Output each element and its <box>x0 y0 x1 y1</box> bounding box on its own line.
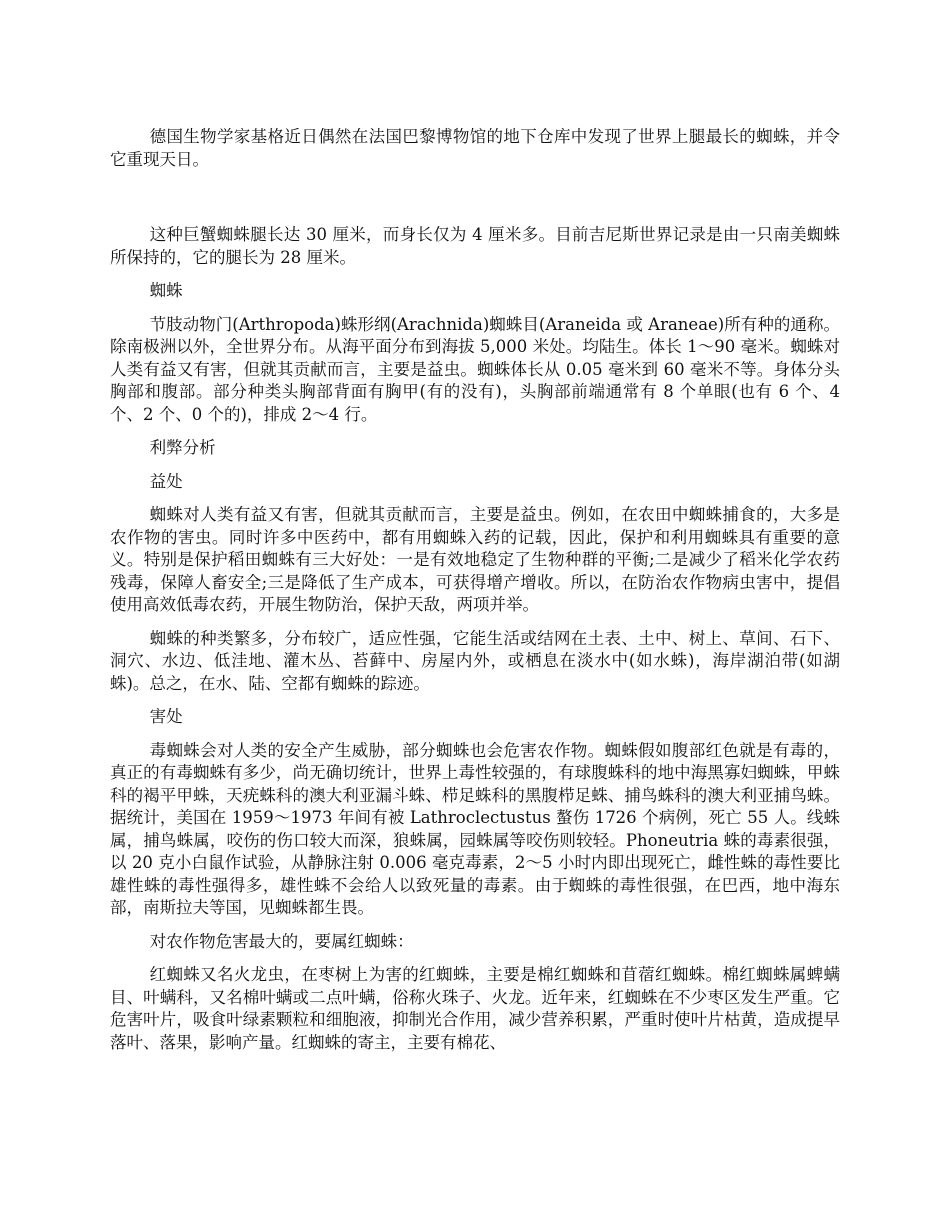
document-body <box>110 126 840 1054</box>
section-heading-pros-cons: 利弊分析 <box>149 438 216 457</box>
section-heading-harms: 害处 <box>149 707 183 726</box>
harms-paragraph: 毒蜘蛛会对人类的安全产生威胁，部分蜘蛛也会危害农作物。蜘蛛假如腹部红色就是有毒的，真正的有毒蜘蛛有多少，尚无确切统计，世界上毒性较强的，有球腹蛛科的地中海黑寡妇蜘蛛，甲蛛科的褐平甲蛛，天疣蛛科的澳大利亚漏斗蛛、栉足蛛科的黑腹栉足蛛、捕鸟蛛科的澳大利亚捕鸟蛛。据统计，美国在 1959～1973 年间有被 Lathroclectustus 螯伤 1726 个病例，死亡 55 人。线蛛属，捕鸟蛛属，咬伤的伤口较大而深，狼蛛属，园蛛属等咬伤则较轻。Phoneutria 蛛的毒素很强，以 20 克小白鼠作试验，从静脉注射 0.006 毫克毒素，2～5 小时内即出现死亡，雌性蛛的毒性要比雄性蛛的毒性强得多，雄性蛛不会给人以致死量的毒素。由于蜘蛛的毒性很强，在巴西，地中海东部，南斯拉夫等国，见蜘蛛都生畏。 <box>110 740 840 917</box>
red-spider-paragraph: 红蜘蛛又名火龙虫，在枣树上为害的红蜘蛛，主要是棉红蜘蛛和苜蓿红蜘蛛。棉红蜘蛛属蜱螨目、叶螨科，又名棉叶螨或二点叶螨，俗称火珠子、火龙。近年来，红蜘蛛在不少枣区发生严重。它危害叶片，吸食叶绿素颗粒和细胞液，抑制光合作用，减少营养积累，严重时使叶片枯黄，造成提早落叶、落果，影响产量。红蜘蛛的寄主，主要有棉花、 <box>110 965 840 1052</box>
intro-paragraph: 德国生物学家基格近日偶然在法国巴黎博物馆的地下仓库中发现了世界上腿最长的蜘蛛，并令它重现天日。 <box>110 127 840 169</box>
benefits-paragraph: 蜘蛛对人类有益又有害，但就其贡献而言，主要是益虫。例如，在农田中蜘蛛捕食的，大多是农作物的害虫。同时许多中医药中，都有用蜘蛛入药的记载，因此，保护和利用蜘蛛具有重要的意义。特别是保护稻田蜘蛛有三大好处：一是有效地稳定了生物种群的平衡;二是减少了稻米化学农药残毒，保障人畜安全;三是降低了生产成本，可获得增产增收。所以，在防治农作物病虫害中，提倡使用高效低毒农药，开展生物防治，保护天敌，两项并举。 <box>110 505 840 614</box>
section-heading-benefits: 益处 <box>149 471 183 491</box>
section-heading-spider: 蜘蛛 <box>149 281 183 300</box>
definition-paragraph: 节肢动物门(Arthropoda)蛛形纲(Arachnida)蜘蛛目(Araneida 或 Araneae)所有种的通称。除南极洲以外，全世界分布。从海平面分布到海拔 5,000 米处。均陆生。体长 1～90 毫米。蜘蛛对人类有益又有害，但就其贡献而言，主要是益虫。蜘蛛体长从 0.05 毫米到 60 毫米不等。身体分头胸部和腹部。部分种类头胸部背面有胸甲(有的没有)，头胸部前端通常有 8 个单眼(也有 6 个、4 个、2 个、0 个的)，排成 2～4 行。 <box>110 314 840 424</box>
red-spider-intro: 对农作物危害最大的，要属红蜘蛛： <box>149 931 414 951</box>
record-paragraph: 这种巨蟹蜘蛛腿长达 30 厘米，而身长仅为 4 厘米多。目前吉尼斯世界记录是由一只南美蜘蛛所保持的，它的腿长为 28 厘米。 <box>110 225 840 267</box>
distribution-paragraph: 蜘蛛的种类繁多，分布较广，适应性强，它能生活或结网在土表、土中、树上、草间、石下、洞穴、水边、低洼地、灌木丛、苔藓中、房屋内外，或栖息在淡水中(如水蛛)，海岸湖泊带(如湖蛛)。总之，在水、陆、空都有蜘蛛的踪迹。 <box>110 628 840 693</box>
